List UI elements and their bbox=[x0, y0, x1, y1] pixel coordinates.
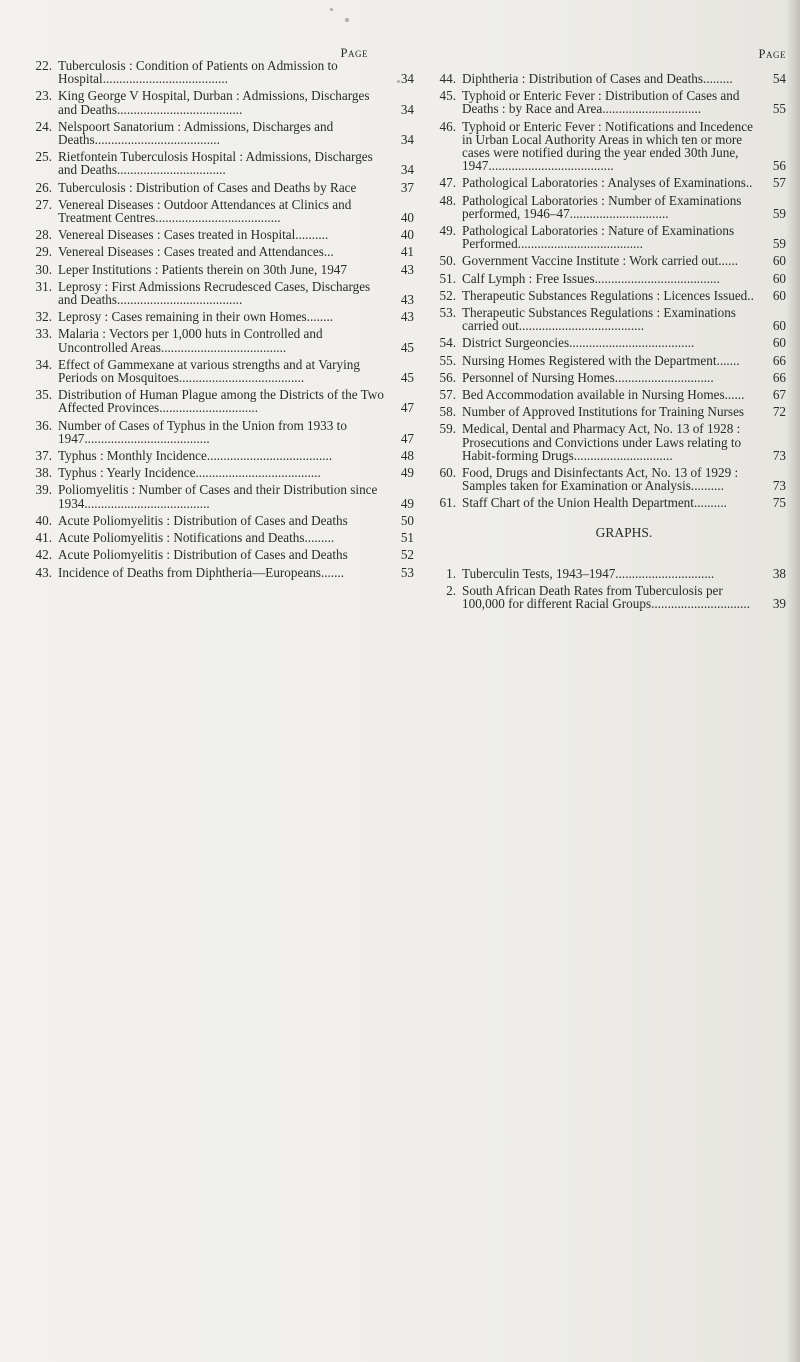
right-page-label: Page bbox=[758, 47, 786, 61]
toc-entry bbox=[424, 405, 786, 418]
entry-body bbox=[462, 405, 786, 418]
entry-page-number: 59 bbox=[772, 205, 786, 221]
toc-entry bbox=[424, 72, 786, 85]
entry-number: 60. bbox=[439, 465, 456, 481]
entry-body bbox=[462, 306, 786, 332]
entry-page-number: 60 bbox=[772, 287, 786, 303]
entry-body bbox=[462, 224, 786, 250]
entry-body bbox=[58, 419, 414, 445]
toc-entry bbox=[20, 548, 414, 561]
entry-page-number: 43 bbox=[400, 309, 414, 325]
entry-body bbox=[462, 496, 786, 509]
entry-page-number: 34 bbox=[400, 162, 414, 178]
entry-page-number: 66 bbox=[772, 352, 786, 368]
entry-title: Number of Cases of Typhus in the Union from 1933 to 1947...................................... bbox=[58, 417, 347, 446]
toc-entry bbox=[20, 566, 414, 579]
toc-entry bbox=[424, 254, 786, 267]
entry-title: Typhoid or Enteric Fever : Notifications and Incedence in Urban Local Authority Areas in which ten or more cases were notified during the year ended 30th June, 1947...................................... bbox=[462, 118, 753, 174]
entry-body bbox=[462, 371, 786, 384]
entry-page-number: 50 bbox=[400, 512, 414, 528]
toc-entry bbox=[424, 354, 786, 367]
entry-title: Therapeutic Substances Regulations : Licences Issued.. bbox=[462, 287, 754, 303]
entry-page-number: 41 bbox=[400, 244, 414, 260]
entry-page-number: 45 bbox=[400, 339, 414, 355]
entry-body bbox=[58, 228, 414, 241]
entry-page-number: 67 bbox=[772, 387, 786, 403]
entry-page-number: 34 bbox=[400, 101, 414, 117]
entry-page-number: 60 bbox=[772, 318, 786, 334]
entry-page-number: 39 bbox=[772, 596, 786, 612]
entry-body bbox=[58, 514, 414, 527]
entry-title: Pathological Laboratories : Number of Examinations performed, 1946–47.............................. bbox=[462, 192, 742, 221]
left-entries-list bbox=[20, 59, 414, 579]
entry-number: 52. bbox=[439, 287, 456, 303]
entry-body bbox=[58, 89, 414, 115]
entry-page-number: 59 bbox=[772, 236, 786, 252]
entry-body bbox=[462, 194, 786, 220]
toc-entry bbox=[424, 336, 786, 349]
entry-number: 38. bbox=[35, 465, 52, 481]
toc-entry bbox=[424, 272, 786, 285]
entry-number: 2. bbox=[446, 583, 456, 599]
entry-page-number: 43 bbox=[400, 261, 414, 277]
entry-page-number: 47 bbox=[400, 400, 414, 416]
entry-body bbox=[462, 422, 786, 462]
entry-number: 61. bbox=[439, 495, 456, 511]
toc-entry bbox=[20, 228, 414, 241]
toc-entry bbox=[20, 181, 414, 194]
entry-page-number: 73 bbox=[772, 447, 786, 463]
toc-entry bbox=[424, 194, 786, 220]
entry-title: Nursing Homes Registered with the Department....... bbox=[462, 352, 740, 368]
entry-title: Medical, Dental and Pharmacy Act, No. 13 of 1928 : Prosecutions and Convictions under Laws relating to Habit-forming Drugs.............................. bbox=[462, 421, 742, 463]
entry-page-number: 60 bbox=[772, 253, 786, 269]
entry-page-number: 37 bbox=[400, 179, 414, 195]
entry-body bbox=[58, 548, 414, 561]
entry-number: 44. bbox=[439, 71, 456, 86]
toc-entry bbox=[424, 388, 786, 401]
entry-title: Tuberculin Tests, 1943–1947.............................. bbox=[462, 565, 715, 581]
entry-title: Pathological Laboratories : Nature of Examinations Performed...................................... bbox=[462, 223, 735, 252]
entry-body bbox=[462, 567, 786, 580]
left-page-label: Page bbox=[340, 46, 368, 60]
entry-body bbox=[462, 254, 786, 267]
toc-entry bbox=[20, 280, 414, 306]
entry-page-number: 54 bbox=[772, 71, 786, 86]
toc-entry bbox=[20, 150, 414, 176]
entry-title: Bed Accommodation available in Nursing Homes...... bbox=[462, 387, 745, 403]
entry-number: 35. bbox=[35, 387, 52, 403]
entry-title: Number of Approved Institutions for Training Nurses bbox=[462, 404, 745, 420]
entry-body bbox=[462, 176, 786, 189]
toc-entry bbox=[424, 422, 786, 462]
entry-title: District Surgeoncies...................................... bbox=[462, 335, 695, 351]
toc-entry bbox=[20, 310, 414, 323]
toc-entry bbox=[20, 245, 414, 258]
toc-entry bbox=[20, 198, 414, 224]
entry-body bbox=[462, 388, 786, 401]
toc-entry bbox=[424, 466, 786, 492]
entry-title: Tuberculosis : Distribution of Cases and Deaths by Race bbox=[58, 179, 357, 195]
entry-number: 28. bbox=[35, 227, 52, 243]
entry-body bbox=[462, 120, 786, 173]
entry-number: 27. bbox=[35, 196, 52, 212]
entry-page-number: 49 bbox=[400, 495, 414, 511]
toc-entry bbox=[424, 120, 786, 173]
entry-title: Acute Poliomyelitis : Notifications and Deaths......... bbox=[58, 530, 335, 546]
entry-body bbox=[58, 566, 414, 579]
entry-number: 50. bbox=[439, 253, 456, 269]
entry-page-number: 34 bbox=[400, 132, 414, 148]
entry-page-number: 40 bbox=[400, 227, 414, 243]
entry-title: Acute Poliomyelitis : Distribution of Cases and Deaths bbox=[58, 547, 348, 563]
entry-number: 59. bbox=[439, 421, 456, 437]
toc-entry bbox=[424, 306, 786, 332]
entry-page-number: 60 bbox=[772, 335, 786, 351]
entry-title: Leprosy : Cases remaining in their own Homes........ bbox=[58, 309, 334, 325]
entry-body bbox=[58, 263, 414, 276]
toc-entry bbox=[20, 327, 414, 353]
entry-number: 53. bbox=[439, 305, 456, 321]
entry-number: 33. bbox=[35, 326, 52, 342]
left-column bbox=[20, 44, 414, 583]
entry-body bbox=[58, 449, 414, 462]
entry-body bbox=[58, 531, 414, 544]
entry-body bbox=[58, 327, 414, 353]
entry-number: 57. bbox=[439, 387, 456, 403]
entry-number: 51. bbox=[439, 270, 456, 286]
entry-number: 30. bbox=[35, 261, 52, 277]
entry-body bbox=[58, 181, 414, 194]
entry-page-number: 53 bbox=[400, 564, 414, 580]
entry-page-number: 52 bbox=[400, 547, 414, 563]
right-entries-list bbox=[424, 72, 786, 510]
entry-number: 22. bbox=[35, 58, 52, 73]
entry-number: 54. bbox=[439, 335, 456, 351]
entry-number: 1. bbox=[446, 565, 456, 581]
entry-title: Typhoid or Enteric Fever : Distribution of Cases and Deaths : by Race and Area.............................. bbox=[462, 88, 740, 117]
entry-page-number: 56 bbox=[772, 158, 786, 174]
entry-number: 47. bbox=[439, 175, 456, 191]
toc-entry bbox=[20, 59, 414, 85]
entry-number: 58. bbox=[439, 404, 456, 420]
toc-entry bbox=[20, 263, 414, 276]
entry-title: Typhus : Monthly Incidence...................................... bbox=[58, 448, 333, 464]
entry-body bbox=[462, 72, 786, 85]
entry-page-number: 57 bbox=[772, 175, 786, 191]
entry-number: 32. bbox=[35, 309, 52, 325]
entry-page-number: 51 bbox=[400, 530, 414, 546]
entry-title: Personnel of Nursing Homes.............................. bbox=[462, 369, 714, 385]
entry-body bbox=[462, 466, 786, 492]
entry-number: 25. bbox=[35, 149, 52, 165]
entry-title: Calf Lymph : Free Issues...................................... bbox=[462, 270, 720, 286]
entry-body bbox=[462, 272, 786, 285]
paper-speck bbox=[345, 18, 349, 22]
toc-entry bbox=[424, 176, 786, 189]
toc-entry bbox=[424, 224, 786, 250]
entry-title: Government Vaccine Institute : Work carried out...... bbox=[462, 253, 739, 269]
entry-title: Effect of Gammexane at various strengths and at Varying Periods on Mosquitoes...................................... bbox=[58, 356, 360, 386]
entry-page-number: 48 bbox=[400, 448, 414, 464]
entry-number: 34. bbox=[35, 356, 52, 372]
entry-number: 46. bbox=[439, 118, 456, 134]
entry-title: South African Death Rates from Tuberculosis per 100,000 for different Racial Groups.............................. bbox=[462, 583, 750, 612]
entry-number: 36. bbox=[35, 417, 52, 433]
entry-body bbox=[58, 310, 414, 323]
entry-body bbox=[462, 354, 786, 367]
entry-body bbox=[58, 280, 414, 306]
entry-body bbox=[462, 89, 786, 115]
page-edge-shadow bbox=[786, 0, 800, 1362]
entry-number: 29. bbox=[35, 244, 52, 260]
entry-number: 41. bbox=[35, 530, 52, 546]
entry-title: Rietfontein Tuberculosis Hospital : Admissions, Discharges and Deaths................................. bbox=[58, 149, 373, 178]
entry-body bbox=[58, 483, 414, 509]
toc-entry bbox=[20, 358, 414, 384]
entry-body bbox=[58, 245, 414, 258]
entry-number: 56. bbox=[439, 369, 456, 385]
toc-entry bbox=[424, 371, 786, 384]
entry-page-number: 40 bbox=[400, 210, 414, 226]
toc-entry bbox=[20, 483, 414, 509]
entry-page-number: 43 bbox=[400, 292, 414, 308]
graphs-list bbox=[424, 567, 786, 611]
toc-entry bbox=[20, 419, 414, 445]
toc-entry bbox=[424, 289, 786, 302]
entry-page-number: 34 bbox=[400, 71, 414, 87]
toc-entry bbox=[20, 388, 414, 414]
entry-page-number: 75 bbox=[772, 495, 786, 511]
entry-page-number: 47 bbox=[400, 430, 414, 446]
entry-body bbox=[462, 289, 786, 302]
entry-number: 43. bbox=[35, 564, 52, 580]
entry-body bbox=[462, 584, 786, 610]
entry-title: Distribution of Human Plague among the Districts of the Two Affected Provinces.............................. bbox=[58, 387, 384, 416]
entry-title: Poliomyelitis : Number of Cases and their Distribution since 1934...................................... bbox=[58, 482, 378, 511]
entry-title: Malaria : Vectors per 1,000 huts in Controlled and Uncontrolled Areas...................................... bbox=[58, 326, 323, 355]
entry-page-number: 73 bbox=[772, 478, 786, 494]
entry-number: 23. bbox=[35, 88, 52, 104]
entry-title: King George V Hospital, Durban : Admissions, Discharges and Deaths...................................... bbox=[58, 88, 370, 117]
entry-page-number: 45 bbox=[400, 370, 414, 386]
toc-entry bbox=[424, 567, 786, 580]
entry-body bbox=[58, 358, 414, 384]
toc-entry bbox=[20, 120, 414, 146]
entry-number: 26. bbox=[35, 179, 52, 195]
toc-entry bbox=[424, 496, 786, 509]
entry-title: Leper Institutions : Patients therein on 30th June, 1947 bbox=[58, 261, 347, 277]
graphs-heading: GRAPHS. bbox=[595, 524, 653, 540]
entry-title: Venereal Diseases : Cases treated in Hospital.......... bbox=[58, 227, 329, 243]
entry-title: Incidence of Deaths from Diphtheria—Europeans....... bbox=[58, 564, 344, 580]
entry-number: 39. bbox=[35, 482, 52, 498]
entry-number: 55. bbox=[439, 352, 456, 368]
entry-page-number: 60 bbox=[772, 270, 786, 286]
entry-number: 45. bbox=[439, 88, 456, 104]
entry-page-number: 38 bbox=[772, 565, 786, 581]
entry-number: 31. bbox=[35, 278, 52, 294]
entry-number: 42. bbox=[35, 547, 52, 563]
right-column bbox=[424, 44, 786, 615]
entry-title: Leprosy : First Admissions Recrudesced Cases, Discharges and Deaths...................................... bbox=[58, 278, 371, 308]
entry-page-number: 66 bbox=[772, 369, 786, 385]
toc-entry bbox=[424, 584, 786, 610]
entry-title: Tuberculosis : Condition of Patients on Admission to Hospital...................................... bbox=[58, 58, 338, 87]
entry-body bbox=[58, 388, 414, 414]
entry-title: Diphtheria : Distribution of Cases and Deaths......... bbox=[462, 71, 733, 86]
entry-title: Nelspoort Sanatorium : Admissions, Discharges and Deaths...................................... bbox=[58, 118, 334, 148]
entry-number: 37. bbox=[35, 448, 52, 464]
entry-title: Staff Chart of the Union Health Department.......... bbox=[462, 495, 727, 511]
paper-speck bbox=[330, 8, 333, 11]
entry-title: Therapeutic Substances Regulations : Examinations carried out...................................... bbox=[462, 305, 736, 334]
entry-title: Acute Poliomyelitis : Distribution of Cases and Deaths bbox=[58, 512, 348, 528]
entry-number: 40. bbox=[35, 512, 52, 528]
entry-number: 49. bbox=[439, 223, 456, 239]
entry-title: Typhus : Yearly Incidence...................................... bbox=[58, 465, 321, 481]
entry-body bbox=[58, 120, 414, 146]
toc-entry bbox=[20, 531, 414, 544]
toc-entry bbox=[20, 514, 414, 527]
entry-body bbox=[58, 59, 414, 85]
entry-page-number: 49 bbox=[400, 465, 414, 481]
entry-number: 48. bbox=[439, 192, 456, 208]
toc-entry bbox=[20, 449, 414, 462]
entry-page-number: 72 bbox=[772, 404, 786, 420]
toc-entry bbox=[424, 89, 786, 115]
toc-entry bbox=[20, 466, 414, 479]
toc-entry bbox=[20, 89, 414, 115]
entry-page-number: 55 bbox=[772, 101, 786, 117]
entry-title: Venereal Diseases : Cases treated and Attendances... bbox=[58, 244, 334, 260]
entry-number: 24. bbox=[35, 118, 52, 134]
entry-title: Pathological Laboratories : Analyses of Examinations.. bbox=[462, 175, 753, 191]
entry-title: Food, Drugs and Disinfectants Act, No. 13 of 1929 : Samples taken for Examination or Analysis.......... bbox=[462, 465, 739, 494]
entry-body bbox=[58, 466, 414, 479]
entry-title: Venereal Diseases : Outdoor Attendances at Clinics and Treatment Centres...................................... bbox=[58, 196, 352, 226]
entry-body bbox=[58, 198, 414, 224]
entry-body bbox=[58, 150, 414, 176]
entry-body bbox=[462, 336, 786, 349]
